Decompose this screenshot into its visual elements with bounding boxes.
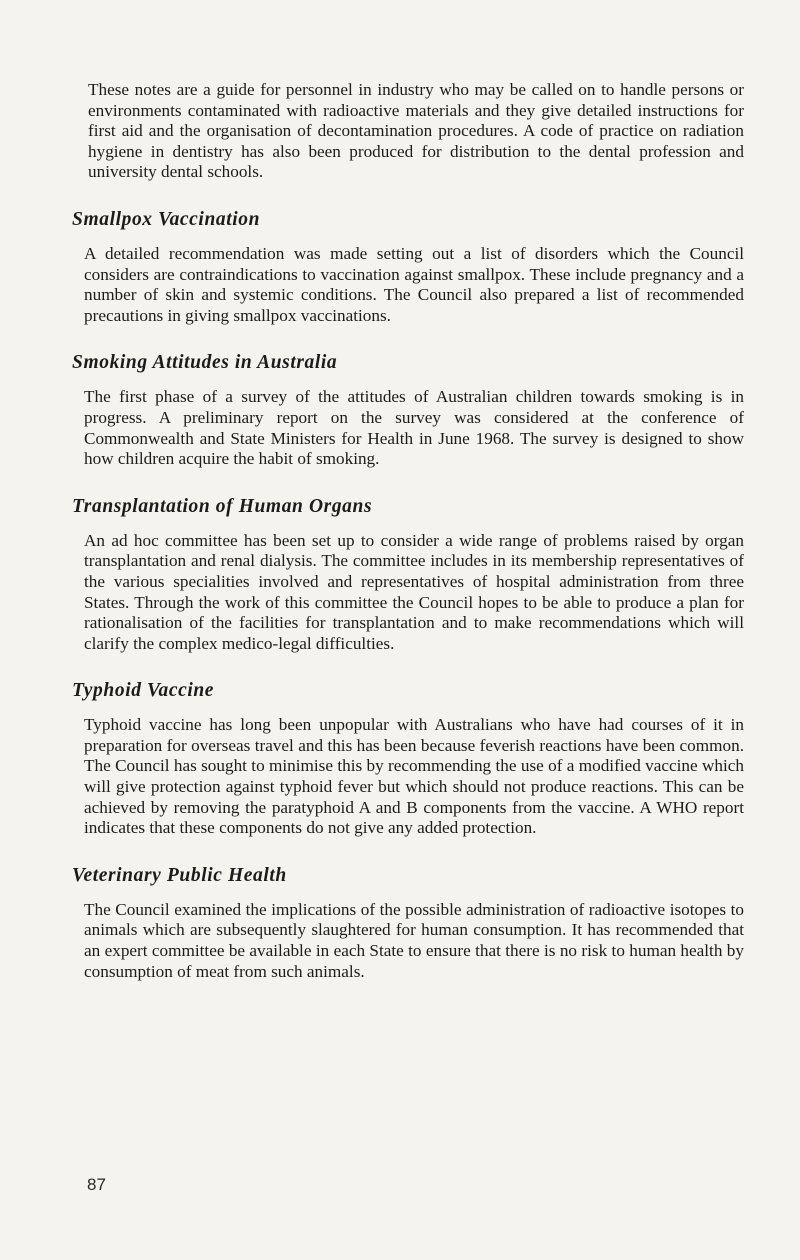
section-paragraph: Typhoid vaccine has long been unpopular with Australians who have had courses of it in preparation for overseas travel and this has been because feverish reactions have been common. The Council has sought to minimise this by recommending the use of a modified vaccine which will give protection against typhoid fever but which should not produce reactions. This can be achieved by removing the paratyphoid A and B components from the vaccine. A WHO report indicates that these components do not give any added protection.	[84, 715, 744, 838]
section-smallpox-vaccination	[72, 183, 744, 326]
document-page	[72, 80, 744, 982]
section-paragraph: The Council examined the implications of the possible administration of radioactive isotopes to animals which are subsequently slaughtered for human consumption. It has recommended that an expert committee be available in each State to ensure that there is no risk to human health by consumption of meat from such animals.	[84, 899, 744, 981]
section-transplantation	[72, 470, 744, 655]
section-heading: Smallpox Vaccination	[72, 208, 261, 230]
section-typhoid-vaccine	[72, 654, 744, 839]
section-heading: Smoking Attitudes in Australia	[72, 352, 338, 374]
section-paragraph: An ad hoc committee has been set up to consider a wide range of problems raised by organ transplantation and renal dialysis. The committee includes in its membership representatives of the various specialities involved and representatives of hospital administration from three States. Through the work of this committee the Council hopes to be able to produce a plan for rationalisation of the facilities for transplantation and to make recommendations which will clarify the complex medico-legal difficulties.	[84, 530, 744, 653]
section-paragraph: A detailed recommendation was made setting out a list of disorders which the Council considers are contraindications to vaccination against smallpox. These include pregnancy and a number of skin and systemic conditions. The Council also prepared a list of recommended precautions in giving smallpox vaccinations.	[84, 243, 744, 325]
section-heading: Veterinary Public Health	[72, 864, 287, 886]
section-smoking-attitudes	[72, 326, 744, 469]
section-veterinary-public-health	[72, 839, 744, 982]
section-paragraph: The first phase of a survey of the attitudes of Australian children towards smoking is in progress. A preliminary report on the survey was considered at the conference of Commonwealth and State Ministers for Health in June 1968. The survey is designed to show how children acquire the habit of smoking.	[84, 387, 744, 469]
page-number: 87	[87, 1175, 106, 1194]
intro-paragraph: These notes are a guide for personnel in industry who may be called on to handle persons or environments contaminated with radioactive materials and they give detailed instructions for first aid and the organisation of decontamination procedures. A code of practice on radiation hygiene in dentistry has also been produced for distribution to the dental profession and university dental schools.	[88, 80, 744, 182]
section-heading: Transplantation of Human Organs	[72, 495, 373, 517]
section-heading: Typhoid Vaccine	[72, 680, 215, 702]
